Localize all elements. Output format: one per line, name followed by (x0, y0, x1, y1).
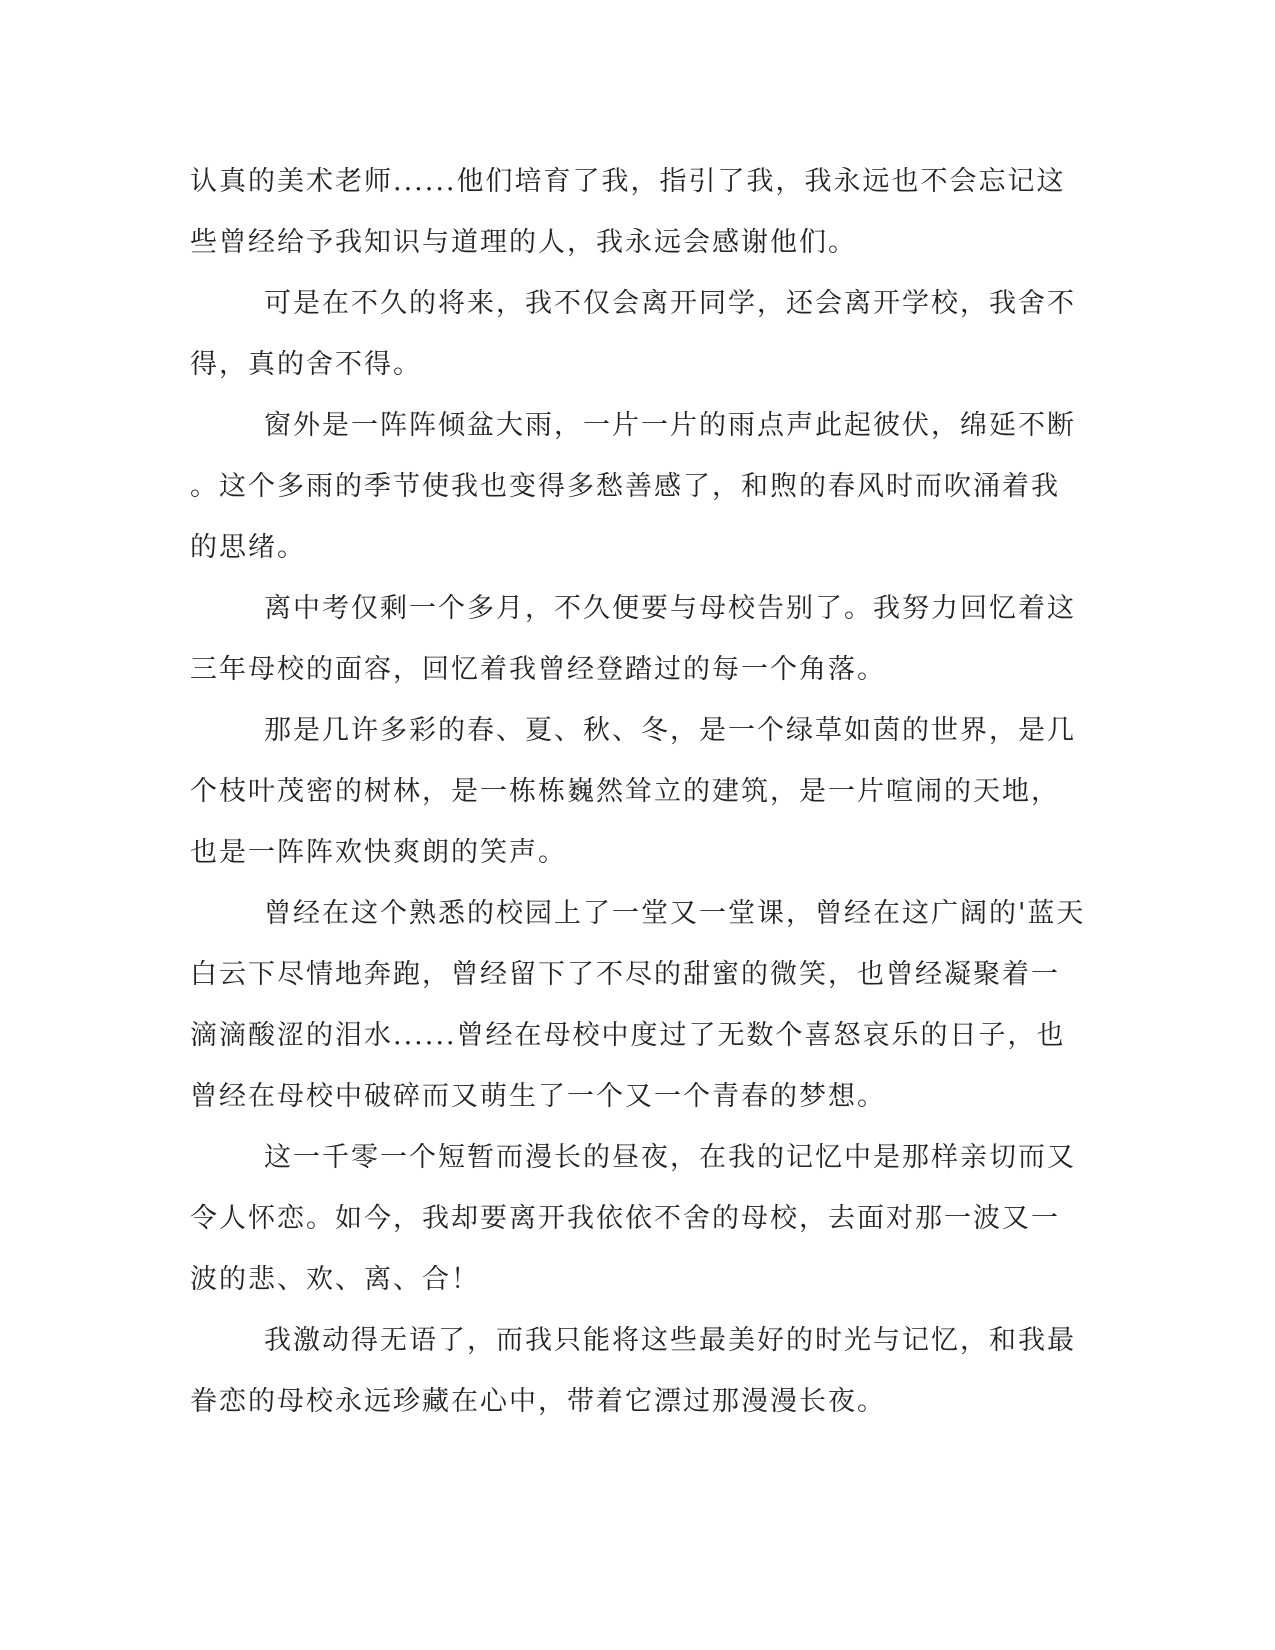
text-line: 三年母校的面容，回忆着我曾经登踏过的每一个角落。 (190, 654, 886, 685)
text-line: 个枝叶茂密的树林，是一栋栋巍然耸立的建筑，是一片喧闹的天地， (190, 776, 1060, 807)
text-line: 的思绪。 (190, 532, 306, 563)
text-line: 得，真的舍不得。 (190, 349, 422, 380)
paragraph-start: 那是几许多彩的春、夏、秋、冬，是一个绿草如茵的世界，是几 (264, 715, 1076, 746)
text-line: 眷恋的母校永远珍藏在心中，带着它漂过那漫漫长夜。 (190, 1386, 886, 1417)
paragraph-start: 这一千零一个短暂而漫长的昼夜，在我的记忆中是那样亲切而又 (264, 1142, 1076, 1173)
text-line: 也是一阵阵欢快爽朗的笑声。 (190, 837, 567, 868)
paragraph-start: 我激动得无语了，而我只能将这些最美好的时光与记忆，和我最 (264, 1325, 1076, 1356)
text-line: 认真的美术老师......他们培育了我，指引了我，我永远也不会忘记这 (190, 166, 1066, 197)
text-line: 些曾经给予我知识与道理的人，我永远会感谢他们。 (190, 227, 857, 258)
paragraph-start: 离中考仅剩一个多月，不久便要与母校告别了。我努力回忆着这 (264, 593, 1076, 624)
paragraph-start: 曾经在这个熟悉的校园上了一堂又一堂课，曾经在这广阔的'蓝天 (264, 898, 1086, 929)
text-line: 白云下尽情地奔跑，曾经留下了不尽的甜蜜的微笑，也曾经凝聚着一 (190, 959, 1060, 990)
text-line: 波的悲、欢、离、合！ (190, 1264, 480, 1295)
text-line: 滴滴酸涩的泪水......曾经在母校中度过了无数个喜怒哀乐的日子，也 (190, 1020, 1066, 1051)
paragraph-start: 可是在不久的将来，我不仅会离开同学，还会离开学校，我舍不 (264, 288, 1076, 319)
text-line: 曾经在母校中破碎而又萌生了一个又一个青春的梦想。 (190, 1081, 886, 1112)
text-line: 令人怀恋。如今，我却要离开我依依不舍的母校，去面对那一波又一 (190, 1203, 1060, 1234)
text-line: 。这个多雨的季节使我也变得多愁善感了，和煦的春风时而吹涌着我 (190, 471, 1060, 502)
essay-text (190, 162, 1090, 1443)
paragraph-start: 窗外是一阵阵倾盆大雨，一片一片的雨点声此起彼伏，绵延不断 (264, 410, 1076, 441)
